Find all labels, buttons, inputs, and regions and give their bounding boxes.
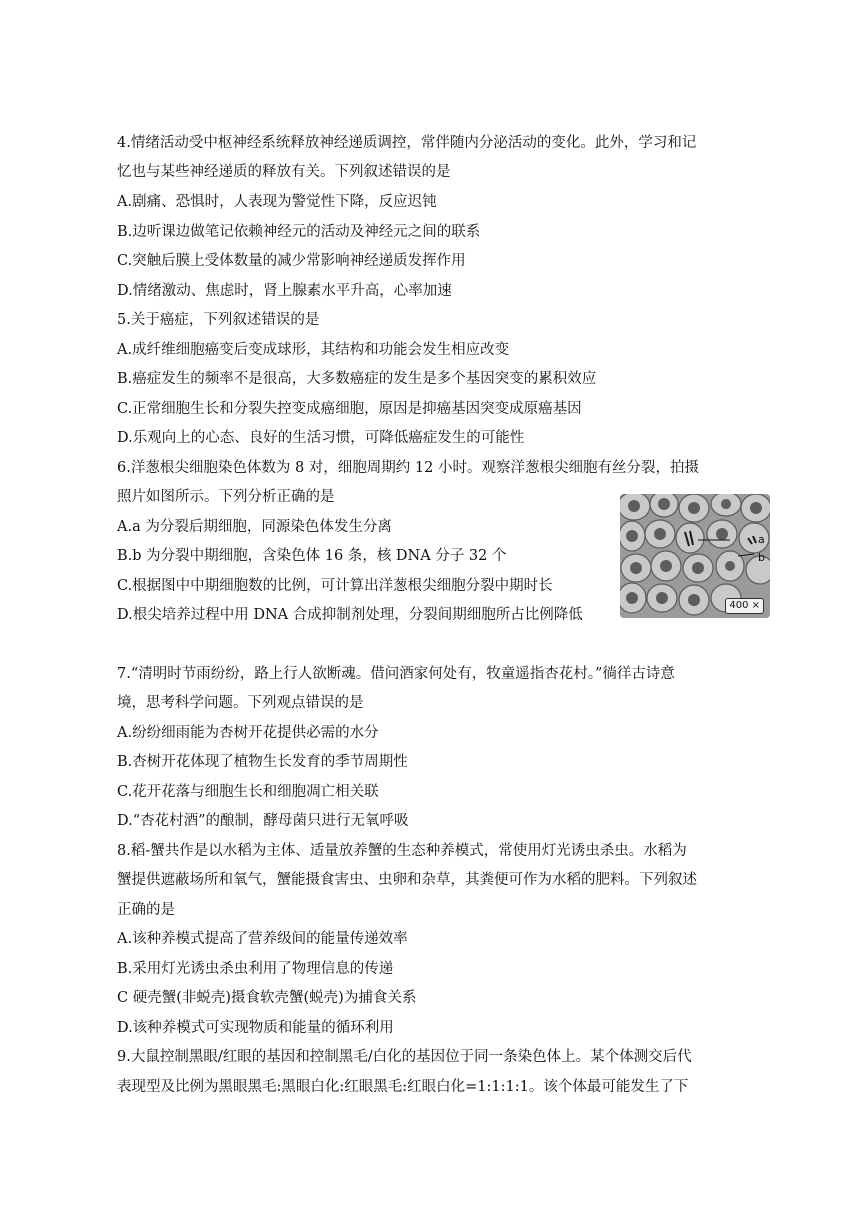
label-b: b	[758, 551, 765, 564]
q6-option-c: C.根据图中中期细胞数的比例，可计算出洋葱根尖细胞分裂中期时长	[117, 578, 553, 594]
q5-option-c: C.正常细胞生长和分裂失控变成癌细胞，原因是抑癌基因突变成原癌基因	[117, 401, 582, 417]
q8-option-a: A.该种养模式提高了营养级间的能量传递效率	[117, 931, 408, 947]
q4-option-c: C.突触后膜上受体数量的减少常影响神经递质发挥作用	[117, 253, 466, 269]
q4-stem-line-2: 忆也与某些神经递质的释放有关。下列叙述错误的是	[117, 164, 451, 180]
q4-stem-line-1: 4.情绪活动受中枢神经系统释放神经递质调控，常伴随内分泌活动的变化。此外，学习和记	[117, 135, 697, 151]
q9-stem-line-1: 9.大鼠控制黑眼/红眼的基因和控制黑毛/白化的基因位于同一条染色体上。某个体测交后代	[117, 1049, 692, 1065]
q8-stem-line-3: 正确的是	[117, 902, 175, 918]
q6-option-d: D.根尖培养过程中用 DNA 合成抑制剂处理，分裂间期细胞所占比例降低	[117, 607, 583, 623]
q8-option-b: B.采用灯光诱虫杀虫利用了物理信息的传递	[117, 961, 394, 977]
q4-option-d: D.情绪激动、焦虑时，肾上腺素水平升高，心率加速	[117, 283, 452, 299]
onion-root-tip-micrograph	[620, 494, 770, 618]
q9-stem-line-2: 表现型及比例为黑眼黑毛:黑眼白化:红眼黑毛:红眼白化=1:1:1:1。该个体最可能发生了下	[117, 1079, 689, 1095]
q7-stem-line-1: 7.“清明时节雨纷纷，路上行人欲断魂。借问酒家何处有，牧童遥指杏花村。”徜徉古诗意	[117, 666, 675, 682]
q4-option-a: A.剧痛、恐惧时，人表现为警觉性下降，反应迟钝	[117, 194, 437, 210]
q8-stem-line-2: 蟹提供遮蔽场所和氧气，蟹能摄食害虫、虫卵和杂草，其粪便可作为水稻的肥料。下列叙述	[117, 872, 697, 888]
q8-option-c: C 硬壳蟹(非蜕壳)摄食软壳蟹(蜕壳)为捕食关系	[117, 990, 417, 1006]
q7-option-d: D.“杏花村酒”的酿制，酵母菌只进行无氧呼吸	[117, 813, 409, 829]
q4-option-b: B.边听课边做笔记依赖神经元的活动及神经元之间的联系	[117, 224, 481, 240]
q6-stem-line-2: 照片如图所示。下列分析正确的是	[117, 489, 335, 505]
q8-stem-line-1: 8.稻-蟹共作是以水稻为主体、适量放养蟹的生态种养模式，常使用灯光诱虫杀虫。水稻为	[117, 843, 687, 859]
q7-option-b: B.杏树开花体现了植物生长发育的季节周期性	[117, 754, 408, 770]
q7-option-c: C.花开花落与细胞生长和细胞凋亡相关联	[117, 784, 379, 800]
q5-option-b: B.癌症发生的频率不是很高，大多数癌症的发生是多个基因突变的累积效应	[117, 371, 597, 387]
q6-stem-line-1: 6.洋葱根尖细胞染色体数为 8 对，细胞周期约 12 小时。观察洋葱根尖细胞有丝分裂，拍摄	[117, 460, 699, 476]
q7-option-a: A.纷纷细雨能为杏树开花提供必需的水分	[117, 725, 379, 741]
label-a: a	[758, 533, 765, 546]
q7-stem-line-2: 境，思考科学问题。下列观点错误的是	[117, 695, 364, 711]
q8-option-d: D.该种养模式可实现物质和能量的循环利用	[117, 1020, 394, 1036]
q6-option-a: A.a 为分裂后期细胞，同源染色体发生分离	[117, 519, 392, 535]
q5-stem-line-1: 5.关于癌症，下列叙述错误的是	[117, 312, 320, 328]
q5-option-a: A.成纤维细胞癌变后变成球形，其结构和功能会发生相应改变	[117, 342, 510, 358]
q6-option-b: B.b 为分裂中期细胞，含染色体 16 条，核 DNA 分子 32 个	[117, 548, 507, 564]
magnification-badge: 400 ×	[725, 598, 764, 614]
q5-option-d: D.乐观向上的心态、良好的生活习惯，可降低癌症发生的可能性	[117, 430, 525, 446]
